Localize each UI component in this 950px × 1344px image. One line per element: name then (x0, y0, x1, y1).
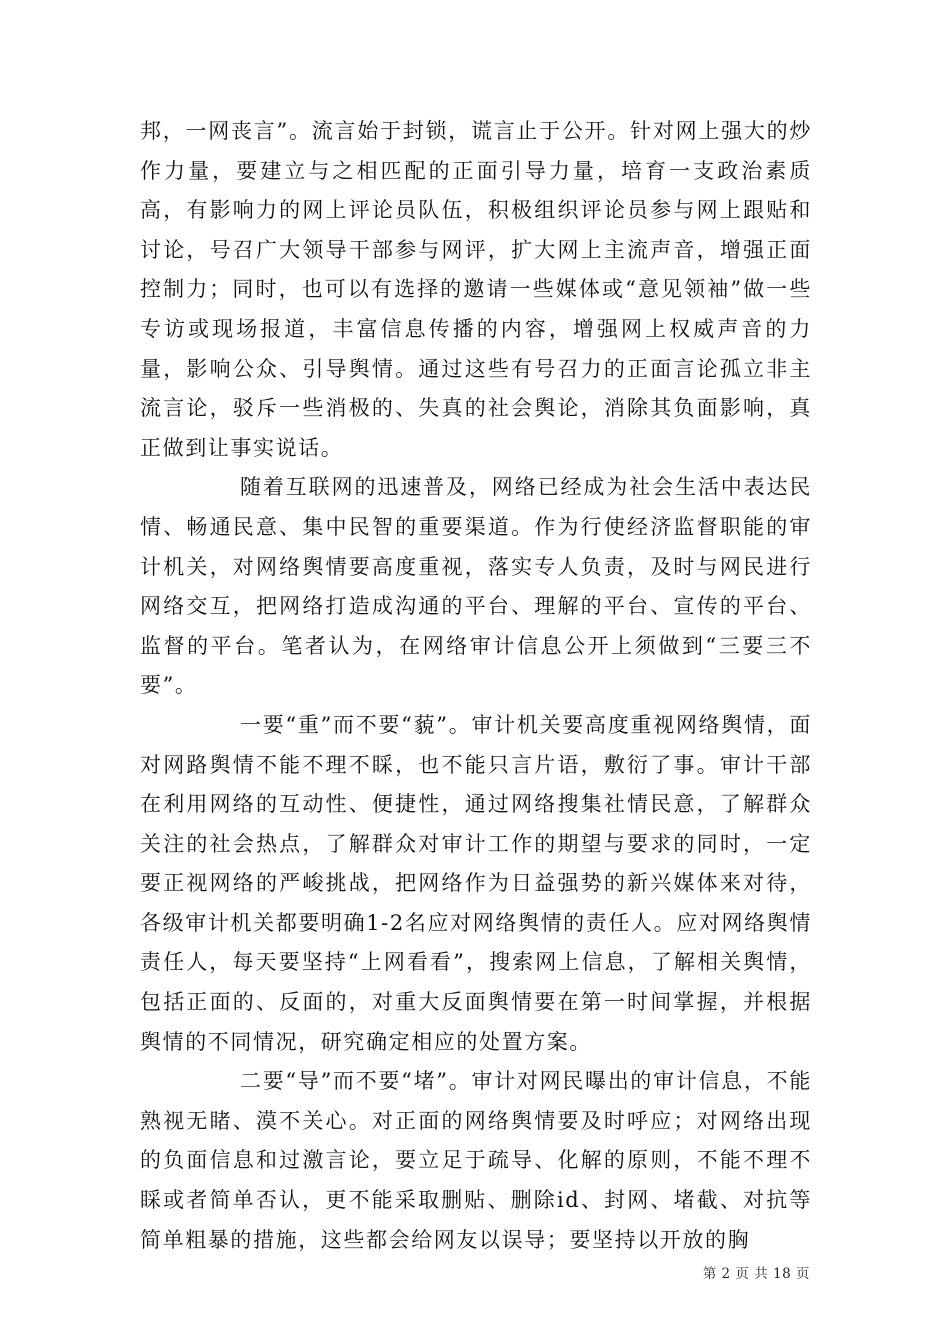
document-body (140, 112, 812, 1260)
paragraph-1: 邦，一网丧言”。流言始于封锁，谎言止于公开。针对网上强大的炒作力量，要建立与之相匹配的正面引导力量，培育一支政治素质高，有影响力的网上评论员队伍，积极组织评论员参与网上跟贴和讨论，号召广大领导干部参与网评，扩大网上主流声音，增强正面控制力；同时，也可以有选择的邀请一些媒体或“意见领袖”做一些专访或现场报道，丰富信息传播的内容，增强网上权威声音的力量，影响公众、引导舆情。通过这些有号召力的正面言论孤立非主流言论，驳斥一些消极的、失真的社会舆论，消除其负面影响，真正做到让事实说话。 (140, 119, 812, 460)
page-number: 第 2 页 共 18 页 (702, 1266, 810, 1282)
paragraph-4: 二要“导”而不要“堵”。审计对网民曝出的审计信息，不能熟视无睹、漠不关心。对正面的网络舆情要及时呼应；对网络出现的负面信息和过激言论，要立足于疏导、化解的原则，不能不理不睬或者简单否认，更不能采取删贴、删除id、封网、堵截、对抗等简单粗暴的措施，这些都会给网友以误导；要坚持以开放的胸 (140, 1069, 812, 1252)
paragraph-2: 随着互联网的迅速普及，网络已经成为社会生活中表达民情、畅通民意、集中民智的重要渠道。作为行使经济监督职能的审计机关，对网络舆情要高度重视，落实专人负责，及时与网民进行网络交互，把网络打造成沟通的平台、理解的平台、宣传的平台、监督的平台。笔者认为，在网络审计信息公开上须做到“三要三不要”。 (140, 475, 812, 698)
paragraph-3: 一要“重”而不要“藐”。审计机关要高度重视网络舆情，面对网路舆情不能不理不睬，也不能只言片语，敷衍了事。审计干部在利用网络的互动性、便捷性，通过网络搜集社情民意，了解群众关注的社会热点，了解群众对审计工作的期望与要求的同时，一定要正视网络的严峻挑战，把网络作为日益强势的新兴媒体来对待，各级审计机关都要明确1-2名应对网络舆情的责任人。应对网络舆情责任人，每天要坚持“上网看看”，搜索网上信息，了解相关舆情，包括正面的、反面的，对重大反面舆情要在第一时间掌握，并根据舆情的不同情况，研究确定相应的处置方案。 (140, 712, 812, 1054)
